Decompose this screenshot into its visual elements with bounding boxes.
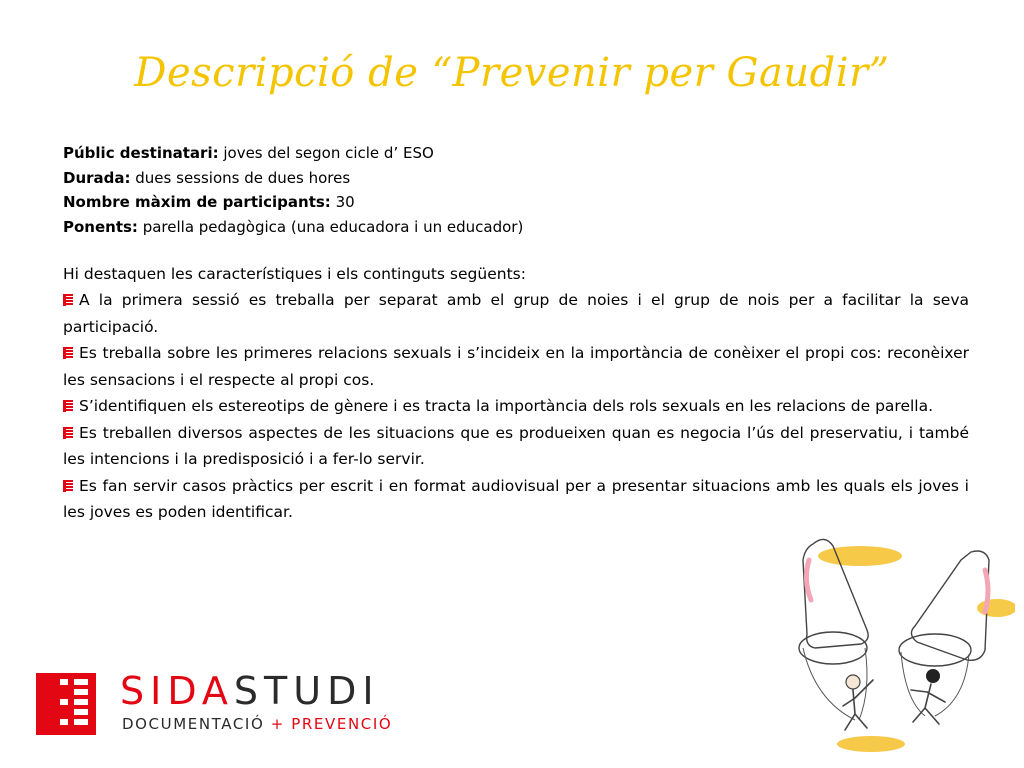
list-item [63, 393, 969, 420]
logo-sub-part2: + PREVENCIÓ [264, 715, 393, 733]
list-item [63, 287, 969, 340]
ponents-value: parella pedagògica (una educadora i un educador) [137, 217, 524, 236]
nombre-value: 30 [330, 193, 355, 211]
bullet-text: Es fan servir casos pràctics per escrit i en format audiovisual per a presentar situacions amb les quals els joves i les joves es poden identificar. [63, 476, 969, 521]
logo-subtitle [122, 715, 392, 733]
sidastudi-logo [36, 669, 396, 737]
list-item [63, 420, 969, 473]
logo-sub-part1: DOCUMENTACIÓ [122, 715, 265, 733]
durada-value: dues sessions de dues hores [130, 168, 351, 187]
public-label: Públic destinatari: [63, 144, 219, 162]
logo-name-part2: STUDI [233, 669, 380, 713]
intro-text: Hi destaquen les característiques i els continguts següents: [63, 265, 526, 283]
public-value: joves del segon cicle d’ ESO [218, 144, 434, 162]
info-block [63, 141, 969, 239]
logo-name [120, 669, 380, 713]
bullet-icon [63, 480, 73, 492]
slide-title: Descripció de “Prevenir per Gaudir” [134, 50, 890, 96]
info-nombre [63, 190, 969, 215]
bullet-list [63, 287, 969, 526]
info-durada [63, 166, 969, 191]
bullet-icon [63, 294, 73, 306]
list-item [63, 473, 969, 526]
ponents-label: Ponents: [63, 217, 138, 236]
condom-figures-illustration [775, 530, 1015, 758]
bullet-text: S’identifiquen els estereotips de gènere i es tracta la importància dels rols sexuals en les relacions de parella. [79, 397, 934, 415]
bullet-text: Es treballa sobre les primeres relacions sexuals i s’incideix en la importància de conèixer el propi cos: reconèixer les sensacions i el respecte al propi cos. [63, 344, 969, 389]
info-public [63, 141, 969, 166]
bullet-text: A la primera sessió es treballa per separat amb el grup de noies i el grup de nois per a facilitar la seva participació. [63, 291, 969, 336]
logo-name-part1: SIDA [120, 669, 234, 713]
bullet-icon [63, 400, 73, 412]
bullet-icon [63, 427, 73, 439]
bullet-text: Es treballen diversos aspectes de les situacions que es produeixen quan es negocia l’ús del preservatiu, i també les intencions i la predisposició i a fer-lo servir. [63, 423, 969, 468]
film-strip-logo-icon [36, 673, 96, 735]
info-ponents [63, 215, 969, 240]
nombre-label: Nombre màxim de participants: [63, 193, 331, 211]
list-item [63, 340, 969, 393]
durada-label: Durada: [63, 168, 131, 187]
bullet-icon [63, 347, 73, 359]
